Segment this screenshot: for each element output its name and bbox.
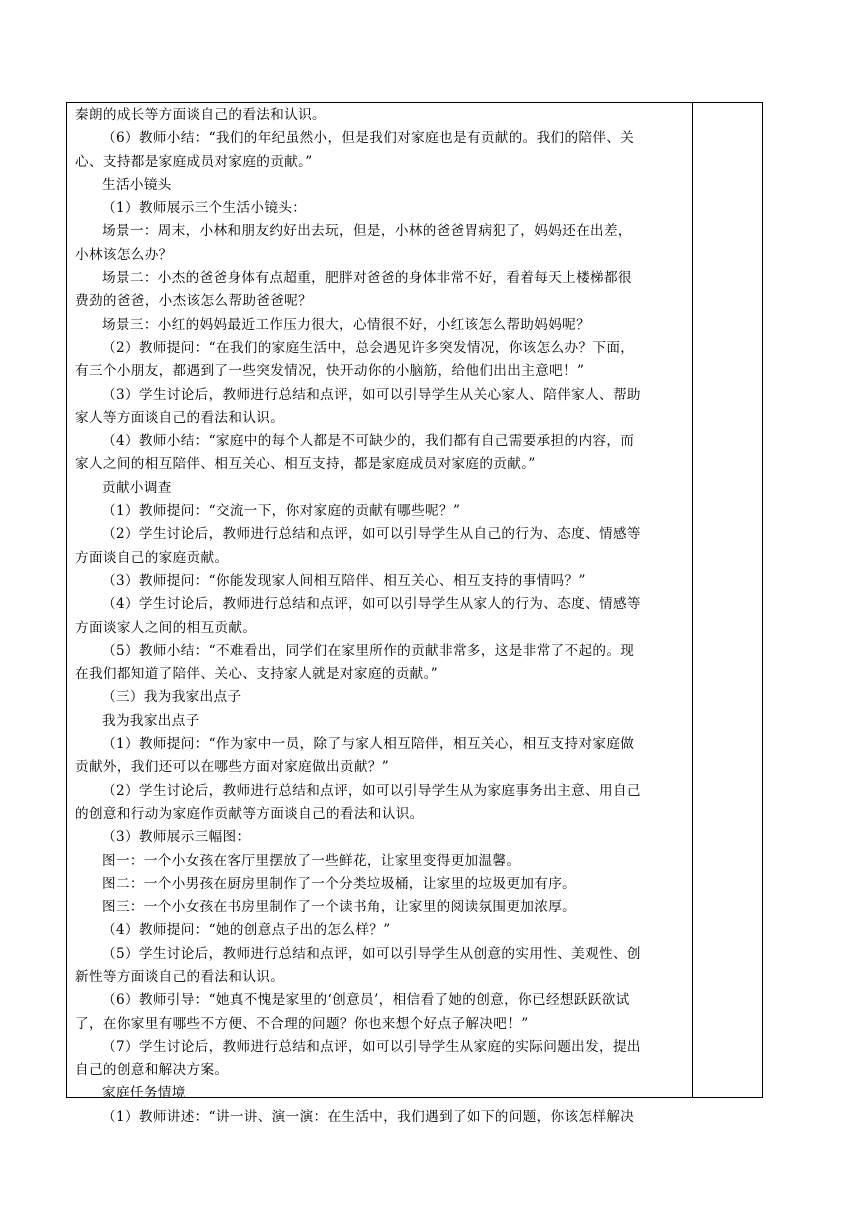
- text-line: （1）教师提问：“作为家中一员，除了与家人相互陪伴，相互关心，相互支持对家庭做: [102, 736, 635, 753]
- text-line: （5）学生讨论后，教师进行总结和点评，如可以引导学生从创意的实用性、美观性、创: [102, 945, 641, 962]
- text-line: （2）学生讨论后，教师进行总结和点评，如可以引导学生从为家庭事务出主意、用自己: [102, 782, 641, 799]
- text-line: （2）教师提问：“在我们的家庭生活中，总会遇见许多突发情况，你该怎么办？下面，: [102, 339, 635, 356]
- text-line: 图三：一个小女孩在书房里制作了一个读书角，让家里的阅读氛围更加浓厚。: [102, 899, 577, 916]
- text-line: 自己的创意和解决方案。: [75, 1062, 229, 1079]
- text-line: 场景三：小红的妈妈最近工作压力很大，心情很不好，小红该怎么帮助妈妈呢？: [102, 316, 591, 333]
- text-line: 生活小镜头: [102, 176, 172, 193]
- text-line: （3）教师提问：“你能发现家人间相互陪伴、相互关心、相互支持的事情吗？”: [102, 572, 586, 589]
- text-line: （三）我为我家出点子: [102, 689, 242, 706]
- text-line: 新性等方面谈自己的看法和认识。: [75, 968, 285, 985]
- text-line: 费劲的爸爸，小杰该怎么帮助爸爸呢？: [75, 293, 313, 310]
- text-line: （5）教师小结：“不难看出，同学们在家里所作的贡献非常多，这是非常了不起的。现: [102, 642, 635, 659]
- text-line: 贡献小调查: [102, 479, 172, 496]
- lesson-plan-table: [66, 102, 763, 1125]
- text-line: 家庭任务情境: [102, 1085, 186, 1102]
- text-line: 家人等方面谈自己的看法和认识。: [75, 409, 285, 426]
- notes-cell: [693, 103, 762, 1097]
- text-line: （1）教师讲述：“讲一讲、演一演：在生活中，我们遇到了如下的问题，你该怎样解决: [102, 1108, 635, 1125]
- text-line: 图二：一个小男孩在厨房里制作了一个分类垃圾桶，让家里的垃圾更加有序。: [102, 875, 577, 892]
- text-line: （4）教师小结：“家庭中的每个人都是不可缺少的，我们都有自己需要承担的内容，而: [102, 433, 635, 450]
- text-line: （4）学生讨论后，教师进行总结和点评，如可以引导学生从家人的行为、态度、情感等: [102, 596, 641, 613]
- text-line: （3）学生讨论后，教师进行总结和点评，如可以引导学生从关心家人、陪伴家人、帮助: [102, 386, 641, 403]
- text-line: 小林该怎么办？: [75, 246, 173, 263]
- text-line: 场景一：周末，小林和朋友约好出去玩，但是，小林的爸爸胃病犯了，妈妈还在出差，: [102, 223, 632, 240]
- text-line: 方面谈自己的家庭贡献。: [75, 549, 229, 566]
- text-line: 的创意和行动为家庭作贡献等方面谈自己的看法和认识。: [75, 805, 424, 822]
- text-line: 了，在你家里有哪些不方便、不合理的问题？你也来想个好点子解决吧！”: [75, 1015, 529, 1032]
- text-line: 方面谈家人之间的相互贡献。: [75, 619, 257, 636]
- text-line: 图一：一个小女孩在客厅里摆放了一些鲜花，让家里变得更加温馨。: [102, 852, 521, 869]
- text-line: （3）教师展示三幅图：: [102, 829, 251, 846]
- text-line: （1）教师提问：“交流一下，你对家庭的贡献有哪些呢？”: [102, 503, 461, 520]
- text-line: 贡献外，我们还可以在哪些方面对家庭做出贡献？”: [75, 759, 390, 776]
- lesson-content-cell: [67, 103, 693, 1125]
- text-line: 在我们都知道了陪伴、关心、支持家人就是对家庭的贡献。”: [75, 666, 439, 683]
- text-line: 有三个小朋友，都遇到了一些突发情况，快开动你的小脑筋，给他们出出主意吧！”: [75, 363, 585, 380]
- text-line: 家人之间的相互陪伴、相互关心、相互支持，都是家庭成员对家庭的贡献。”: [75, 456, 536, 473]
- text-line: （6）教师小结：“我们的年纪虽然小，但是我们对家庭也是有贡献的。我们的陪伴、关: [102, 130, 635, 147]
- text-line: 场景二：小杰的爸爸身体有点超重，肥胖对爸爸的身体非常不好，看着每天上楼梯都很: [102, 270, 632, 287]
- text-line: （2）学生讨论后，教师进行总结和点评，如可以引导学生从自己的行为、态度、情感等: [102, 526, 641, 543]
- text-line: 我为我家出点子: [102, 712, 200, 729]
- text-line: （6）教师引导：“她真不愧是家里的‘创意员’，相信看了她的创意，你已经想跃跃欲试: [102, 992, 630, 1009]
- text-line: （4）教师提问：“她的创意点子出的怎么样？”: [102, 922, 391, 939]
- text-line: （1）教师展示三个生活小镜头：: [102, 200, 307, 217]
- text-line: 心、支持都是家庭成员对家庭的贡献。”: [75, 153, 313, 170]
- text-line: 秦朗的成长等方面谈自己的看法和认识。: [75, 107, 326, 123]
- text-line: （7）学生讨论后，教师进行总结和点评，如可以引导学生从家庭的实际问题出发，提出: [102, 1038, 641, 1055]
